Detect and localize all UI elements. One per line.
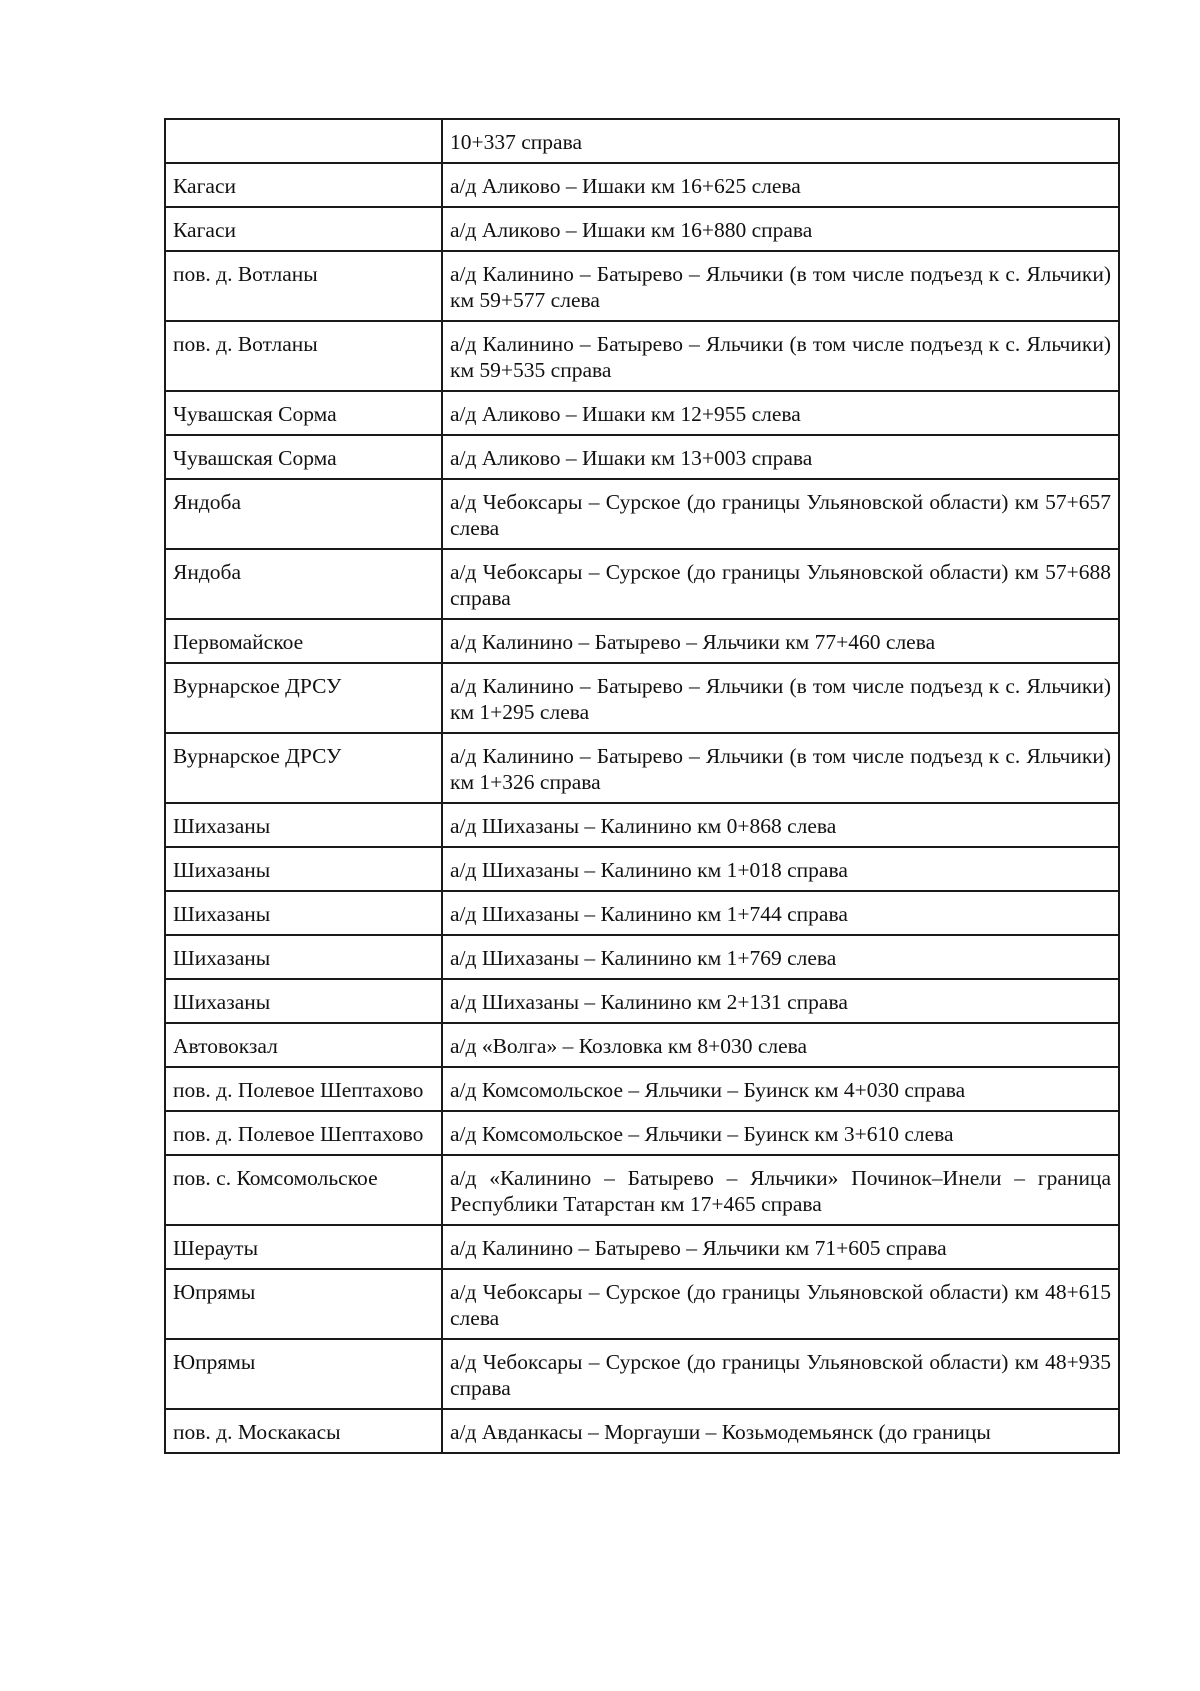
location-cell: а/д Калинино – Батырево – Яльчики км 71+605 справа bbox=[442, 1225, 1119, 1269]
table-row bbox=[165, 847, 1119, 891]
table-row bbox=[165, 321, 1119, 391]
place-cell: Первомайское bbox=[165, 619, 442, 663]
table-row bbox=[165, 979, 1119, 1023]
table-row bbox=[165, 1155, 1119, 1225]
place-cell: Шихазаны bbox=[165, 847, 442, 891]
location-cell: а/д Калинино – Батырево – Яльчики (в том числе подъезд к с. Яльчики) км 59+535 справа bbox=[442, 321, 1119, 391]
place-cell: Шихазаны bbox=[165, 979, 442, 1023]
table-row bbox=[165, 733, 1119, 803]
table-row bbox=[165, 251, 1119, 321]
table-row bbox=[165, 935, 1119, 979]
place-cell: Кагаси bbox=[165, 163, 442, 207]
table-row bbox=[165, 1409, 1119, 1453]
place-cell: пов. д. Полевое Шептахово bbox=[165, 1111, 442, 1155]
location-cell: а/д Аликово – Ишаки км 12+955 слева bbox=[442, 391, 1119, 435]
table-row bbox=[165, 803, 1119, 847]
location-cell: а/д «Волга» – Козловка км 8+030 слева bbox=[442, 1023, 1119, 1067]
place-cell: Кагаси bbox=[165, 207, 442, 251]
place-cell: пов. д. Вотланы bbox=[165, 321, 442, 391]
location-cell: а/д Шихазаны – Калинино км 0+868 слева bbox=[442, 803, 1119, 847]
place-cell: Вурнарское ДРСУ bbox=[165, 733, 442, 803]
place-cell: Яндоба bbox=[165, 549, 442, 619]
place-cell: Чувашская Сорма bbox=[165, 391, 442, 435]
place-cell: Юпрямы bbox=[165, 1269, 442, 1339]
location-cell: а/д Калинино – Батырево – Яльчики (в том числе подъезд к с. Яльчики) км 1+295 слева bbox=[442, 663, 1119, 733]
table-row bbox=[165, 1023, 1119, 1067]
place-cell: Шихазаны bbox=[165, 803, 442, 847]
table-row bbox=[165, 619, 1119, 663]
location-cell: а/д Калинино – Батырево – Яльчики км 77+460 слева bbox=[442, 619, 1119, 663]
table-row bbox=[165, 1269, 1119, 1339]
place-cell: Вурнарское ДРСУ bbox=[165, 663, 442, 733]
table-row bbox=[165, 663, 1119, 733]
place-cell: пов. д. Полевое Шептахово bbox=[165, 1067, 442, 1111]
location-cell: а/д Чебоксары – Сурское (до границы Ульяновской области) км 48+615 слева bbox=[442, 1269, 1119, 1339]
bus-stops-table bbox=[164, 118, 1120, 1454]
location-cell: а/д Аликово – Ишаки км 16+880 справа bbox=[442, 207, 1119, 251]
place-cell: Автовокзал bbox=[165, 1023, 442, 1067]
table-row bbox=[165, 891, 1119, 935]
place-cell: Шихазаны bbox=[165, 935, 442, 979]
place-cell: пов. д. Москакасы bbox=[165, 1409, 442, 1453]
location-cell: а/д Комсомольское – Яльчики – Буинск км 4+030 справа bbox=[442, 1067, 1119, 1111]
place-cell: Шерауты bbox=[165, 1225, 442, 1269]
place-cell: Шихазаны bbox=[165, 891, 442, 935]
location-cell: а/д Комсомольское – Яльчики – Буинск км 3+610 слева bbox=[442, 1111, 1119, 1155]
place-cell: Чувашская Сорма bbox=[165, 435, 442, 479]
location-cell: а/д Шихазаны – Калинино км 1+769 слева bbox=[442, 935, 1119, 979]
location-cell: а/д Чебоксары – Сурское (до границы Ульяновской области) км 48+935 справа bbox=[442, 1339, 1119, 1409]
location-cell: а/д Шихазаны – Калинино км 1+018 справа bbox=[442, 847, 1119, 891]
table-row bbox=[165, 207, 1119, 251]
place-cell: пов. с. Комсомольское bbox=[165, 1155, 442, 1225]
location-cell: а/д Чебоксары – Сурское (до границы Ульяновской области) км 57+688 справа bbox=[442, 549, 1119, 619]
place-cell bbox=[165, 119, 442, 163]
location-cell: а/д Авданкасы – Моргауши – Козьмодемьянск (до границы bbox=[442, 1409, 1119, 1453]
table-row bbox=[165, 119, 1119, 163]
place-cell: Яндоба bbox=[165, 479, 442, 549]
table-row bbox=[165, 435, 1119, 479]
table-row bbox=[165, 1225, 1119, 1269]
location-cell: а/д Чебоксары – Сурское (до границы Ульяновской области) км 57+657 слева bbox=[442, 479, 1119, 549]
table-row bbox=[165, 1339, 1119, 1409]
location-cell: а/д «Калинино – Батырево – Яльчики» Починок–Инели – граница Республики Татарстан км 17+465 справа bbox=[442, 1155, 1119, 1225]
table-row bbox=[165, 391, 1119, 435]
location-cell: а/д Аликово – Ишаки км 13+003 справа bbox=[442, 435, 1119, 479]
table-row bbox=[165, 479, 1119, 549]
table-row bbox=[165, 163, 1119, 207]
place-cell: пов. д. Вотланы bbox=[165, 251, 442, 321]
table-row bbox=[165, 1111, 1119, 1155]
location-cell: а/д Шихазаны – Калинино км 1+744 справа bbox=[442, 891, 1119, 935]
location-cell: а/д Калинино – Батырево – Яльчики (в том числе подъезд к с. Яльчики) км 1+326 справа bbox=[442, 733, 1119, 803]
location-cell: а/д Шихазаны – Калинино км 2+131 справа bbox=[442, 979, 1119, 1023]
place-cell: Юпрямы bbox=[165, 1339, 442, 1409]
table-row bbox=[165, 1067, 1119, 1111]
location-cell: а/д Калинино – Батырево – Яльчики (в том числе подъезд к с. Яльчики) км 59+577 слева bbox=[442, 251, 1119, 321]
location-cell: 10+337 справа bbox=[442, 119, 1119, 163]
table-row bbox=[165, 549, 1119, 619]
location-cell: а/д Аликово – Ишаки км 16+625 слева bbox=[442, 163, 1119, 207]
